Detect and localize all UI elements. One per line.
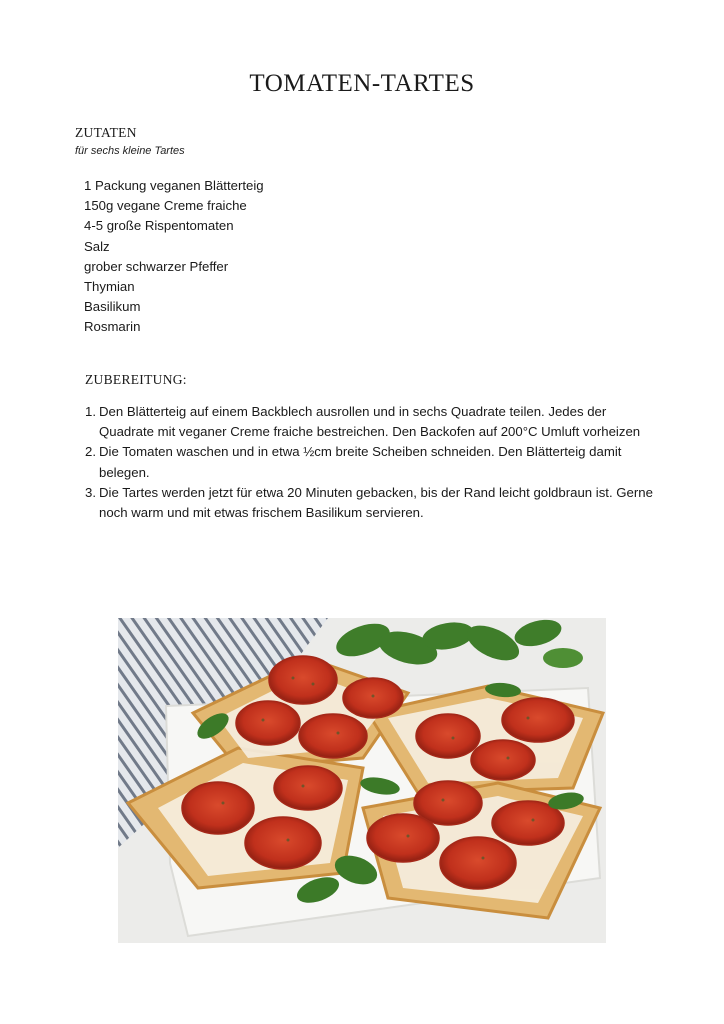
step-number: 1. xyxy=(85,404,96,419)
tomato-tartes-photo xyxy=(118,618,606,943)
step-text: Die Tartes werden jetzt für etwa 20 Minuten gebacken, bis der Rand leicht goldbraun ist. Gerne noch warm und mit etwas frischem Basilikum servieren. xyxy=(99,484,653,521)
ingredient-item: 150g vegane Creme fraiche xyxy=(84,198,247,214)
step-number: 2. xyxy=(85,444,96,460)
ingredients-heading: ZUTATEN xyxy=(75,125,137,140)
preparation-step xyxy=(85,483,655,523)
ingredient-item: grober schwarzer Pfeffer xyxy=(84,258,229,274)
ingredient-list xyxy=(84,176,264,338)
preparation-step xyxy=(85,442,655,482)
page-title: TOMATEN-TARTES xyxy=(249,70,475,97)
step-number: 3. xyxy=(85,484,96,500)
ingredient-item: Salz xyxy=(84,238,110,254)
preparation-step xyxy=(85,402,655,442)
ingredient-item: 1 Packung veganen Blätterteig xyxy=(84,178,264,193)
ingredients-subtitle: für sechs kleine Tartes xyxy=(75,145,185,157)
step-text: Die Tomaten waschen und in etwa ½cm breite Scheiben schneiden. Den Blätterteig damit belegen. xyxy=(99,444,622,480)
step-text: Den Blätterteig auf einem Backblech ausrollen und in sechs Quadrate teilen. Jedes der Quadrate mit veganer Creme fraiche bestreichen. Den Backofen auf 200°C Umluft vorheizen xyxy=(99,404,641,440)
ingredient-item: Rosmarin xyxy=(84,319,141,335)
preparation-heading: ZUBEREITUNG: xyxy=(85,372,187,387)
ingredient-item: Thymian xyxy=(84,279,135,295)
tartes-illustration xyxy=(118,618,606,943)
preparation-steps xyxy=(85,402,655,523)
ingredient-item: 4-5 große Rispentomaten xyxy=(84,218,234,234)
ingredient-item: Basilikum xyxy=(84,299,141,315)
